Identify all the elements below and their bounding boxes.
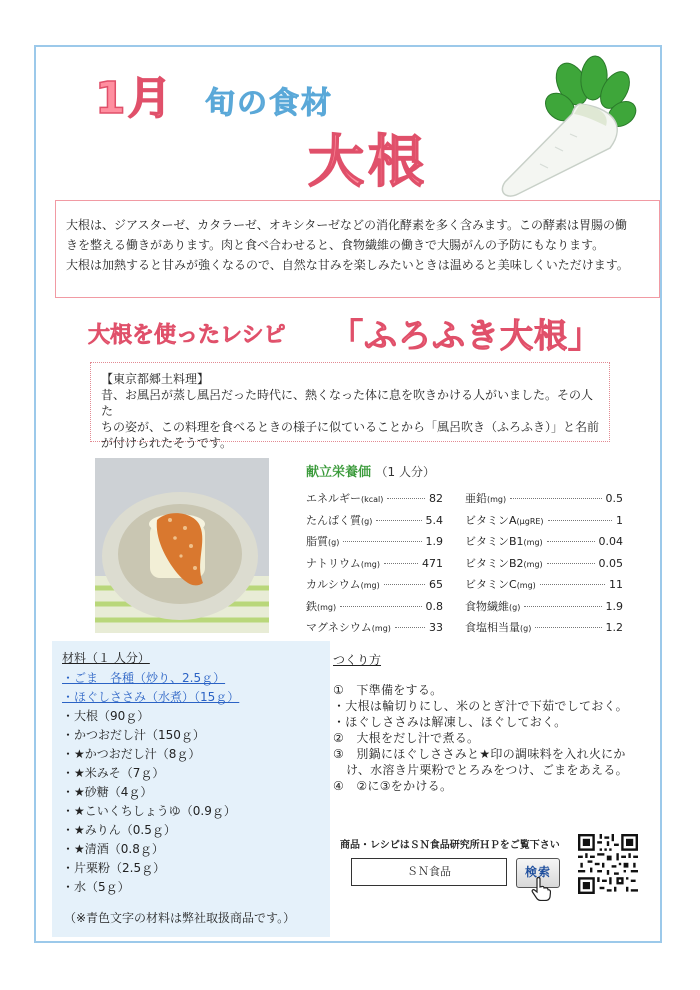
nutrient-unit: (g) bbox=[509, 602, 521, 612]
nutrient-value: 11 bbox=[609, 578, 623, 591]
nutrient-label: 鉄 bbox=[306, 599, 317, 613]
nutrient-unit: (mg) bbox=[523, 559, 543, 569]
ingredient-link-sesame[interactable]: ・ごま 各種（炒り、2.5ｇ） bbox=[62, 671, 226, 685]
nutrient-label: マグネシウム bbox=[306, 621, 372, 634]
nutrient-unit: (mg) bbox=[371, 624, 391, 633]
history-tag: 【東京都郷土料理】 bbox=[101, 372, 210, 386]
nutrition-row bbox=[306, 576, 443, 598]
nutrient-label: ビタミンB1 bbox=[465, 535, 524, 548]
nutrient-unit: (mg) bbox=[360, 559, 381, 569]
step-item: け、水溶き片栗粉でとろみをつけ、ごまをあえる。 bbox=[346, 763, 628, 777]
nutrition-column-right bbox=[465, 490, 623, 641]
nutrition-row bbox=[465, 555, 623, 577]
nutrient-value: 33 bbox=[429, 621, 443, 634]
nutrient-value: 1.9 bbox=[605, 599, 623, 613]
recipe-label: 大根を使ったレシピ bbox=[88, 323, 286, 348]
ingredient-item: ・★かつおだし汁（8ｇ） bbox=[62, 747, 201, 761]
nutrient-unit: (g) bbox=[520, 624, 532, 633]
nutrient-value: 5.4 bbox=[425, 513, 443, 527]
step-item: ・ほぐしささみは解凍し、ほぐしておく。 bbox=[333, 715, 567, 729]
step-item: ② 大根をだし汁で煮る。 bbox=[333, 731, 480, 745]
website-note: 商品・レシピはＳＮ食品研究所ＨＰをご覧下さい bbox=[340, 840, 560, 851]
step-item: ① 下準備をする。 bbox=[333, 683, 443, 697]
ingredients-title: 材料（１ 人分） bbox=[62, 651, 150, 665]
nutrition-row bbox=[465, 533, 623, 555]
nutrition-row bbox=[306, 512, 443, 534]
steps-section bbox=[333, 651, 653, 794]
ingredient-item: ・★こいくちしょうゆ（0.9ｇ） bbox=[62, 804, 236, 818]
nutrient-label: ナトリウム bbox=[306, 556, 361, 570]
nutrient-label: カルシウム bbox=[306, 578, 361, 591]
history-line: ちの姿が、この料理を食べるときの様子に似ていることから「風呂吹き（ふろふき）」と名前 bbox=[101, 420, 600, 434]
nutrient-unit: (mg) bbox=[487, 495, 507, 504]
intro-text-box bbox=[55, 200, 660, 298]
hand-cursor-icon bbox=[531, 877, 551, 901]
nutrition-serving: （1 人分） bbox=[375, 465, 435, 479]
intro-line: 大根は、ジアスターゼ、カタラーゼ、オキシターゼなどの消化酵素を多く含みます。この酵素は胃腸の働 bbox=[66, 218, 628, 232]
history-box bbox=[90, 362, 610, 450]
nutrient-value: 0.04 bbox=[598, 535, 623, 548]
nutrition-row bbox=[306, 533, 443, 555]
nutrition-row bbox=[465, 490, 623, 512]
ingredient-item: ・かつおだし汁（150ｇ） bbox=[62, 728, 205, 742]
ingredients-panel bbox=[52, 641, 330, 937]
ingredient-item: ・★清酒（0.8ｇ） bbox=[62, 842, 164, 856]
seasonal-subtitle: 旬の食材 bbox=[205, 86, 333, 121]
nutrient-label: ビタミンA bbox=[465, 513, 517, 527]
search-box[interactable]: ＳＮ食品 bbox=[351, 858, 507, 886]
month-title: 1月 bbox=[95, 73, 174, 124]
nutrition-row bbox=[465, 512, 623, 534]
dish-photo bbox=[95, 458, 269, 633]
nutrition-row bbox=[306, 619, 443, 641]
nutrient-unit: (mg) bbox=[317, 602, 337, 612]
steps-title: つくり方 bbox=[333, 653, 382, 667]
nutrient-value: 0.5 bbox=[605, 492, 623, 505]
nutrient-unit: (mg) bbox=[516, 581, 536, 590]
ingredients-note: （※青色文字の材料は弊社取扱商品です。） bbox=[64, 911, 296, 925]
nutrient-value: 1 bbox=[616, 513, 623, 527]
nutrition-title-text: 献立栄養価 bbox=[306, 465, 372, 480]
nutrient-unit: (g) bbox=[328, 538, 340, 547]
nutrition-column-left bbox=[306, 490, 443, 641]
nutrition-row bbox=[465, 598, 623, 620]
ingredient-item: ・水（5ｇ） bbox=[62, 880, 130, 894]
search-button[interactable]: 検索 bbox=[516, 858, 560, 888]
nutrition-row bbox=[465, 576, 623, 598]
nutrient-unit: (mg) bbox=[360, 581, 380, 590]
ingredient-item: ・大根（90ｇ） bbox=[62, 709, 150, 723]
ingredient-title: 大根 bbox=[308, 130, 428, 195]
nutrient-label: ビタミンB2 bbox=[465, 556, 524, 570]
nutrition-row bbox=[465, 619, 623, 641]
intro-line: きを整える働きがあります。肉と食べ合わせると、食物繊維の働きで大腸がんの予防にもなります。 bbox=[66, 238, 605, 252]
nutrient-label: エネルギー bbox=[306, 492, 361, 505]
step-item: ・大根は輪切りにし、米のとぎ汁で下茹でしておく。 bbox=[333, 699, 628, 713]
nutrient-unit: (mg) bbox=[523, 538, 543, 547]
recipe-name: 「ふろふき大根」 bbox=[330, 316, 602, 355]
nutrition-title bbox=[306, 461, 435, 480]
nutrition-row bbox=[306, 490, 443, 512]
nutrient-value: 1.2 bbox=[605, 621, 623, 634]
nutrient-label: たんぱく質 bbox=[306, 513, 361, 527]
nutrition-row bbox=[306, 555, 443, 577]
ingredient-item: ・★砂糖（4ｇ） bbox=[62, 785, 153, 799]
nutrient-value: 82 bbox=[429, 492, 443, 505]
ingredient-item: ・★米みそ（7ｇ） bbox=[62, 766, 165, 780]
nutrient-label: 脂質 bbox=[306, 535, 328, 548]
qr-code[interactable] bbox=[578, 834, 638, 894]
step-item: ④ ②に③をかける。 bbox=[333, 779, 453, 793]
nutrition-row bbox=[306, 598, 443, 620]
nutrient-value: 0.05 bbox=[598, 556, 623, 570]
nutrient-unit: (kcal) bbox=[361, 495, 384, 504]
nutrient-label: ビタミンC bbox=[465, 578, 517, 591]
daikon-illustration bbox=[460, 52, 650, 202]
history-line: 昔、お風呂が蒸し風呂だった時代に、熱くなった体に息を吹きかける人がいました。その人た bbox=[101, 388, 594, 418]
nutrient-value: 0.8 bbox=[425, 599, 443, 613]
nutrient-unit: (g) bbox=[361, 516, 373, 526]
nutrient-label: 食塩相当量 bbox=[465, 621, 520, 634]
ingredient-link-chicken[interactable]: ・ほぐしささみ（水煮）（15ｇ） bbox=[62, 690, 240, 704]
intro-line: 大根は加熱すると甘みが強くなるので、自然な甘みを楽しみたいときは温めると美味しくいただけます。 bbox=[66, 258, 629, 272]
nutrient-value: 1.9 bbox=[425, 535, 443, 548]
nutrient-value: 65 bbox=[429, 578, 443, 591]
ingredient-item: ・★みりん（0.5ｇ） bbox=[62, 823, 176, 837]
nutrient-unit: (μgRE) bbox=[516, 516, 544, 526]
ingredient-item: ・片栗粉（2.5ｇ） bbox=[62, 861, 166, 875]
nutrient-label: 亜鉛 bbox=[465, 492, 487, 505]
step-item: ③ 別鍋にほぐしささみと★印の調味料を入れ火にか bbox=[333, 747, 626, 761]
nutrient-label: 食物繊維 bbox=[465, 599, 509, 613]
history-line: が付けられたそうです。 bbox=[101, 436, 233, 450]
nutrient-value: 471 bbox=[422, 556, 443, 570]
